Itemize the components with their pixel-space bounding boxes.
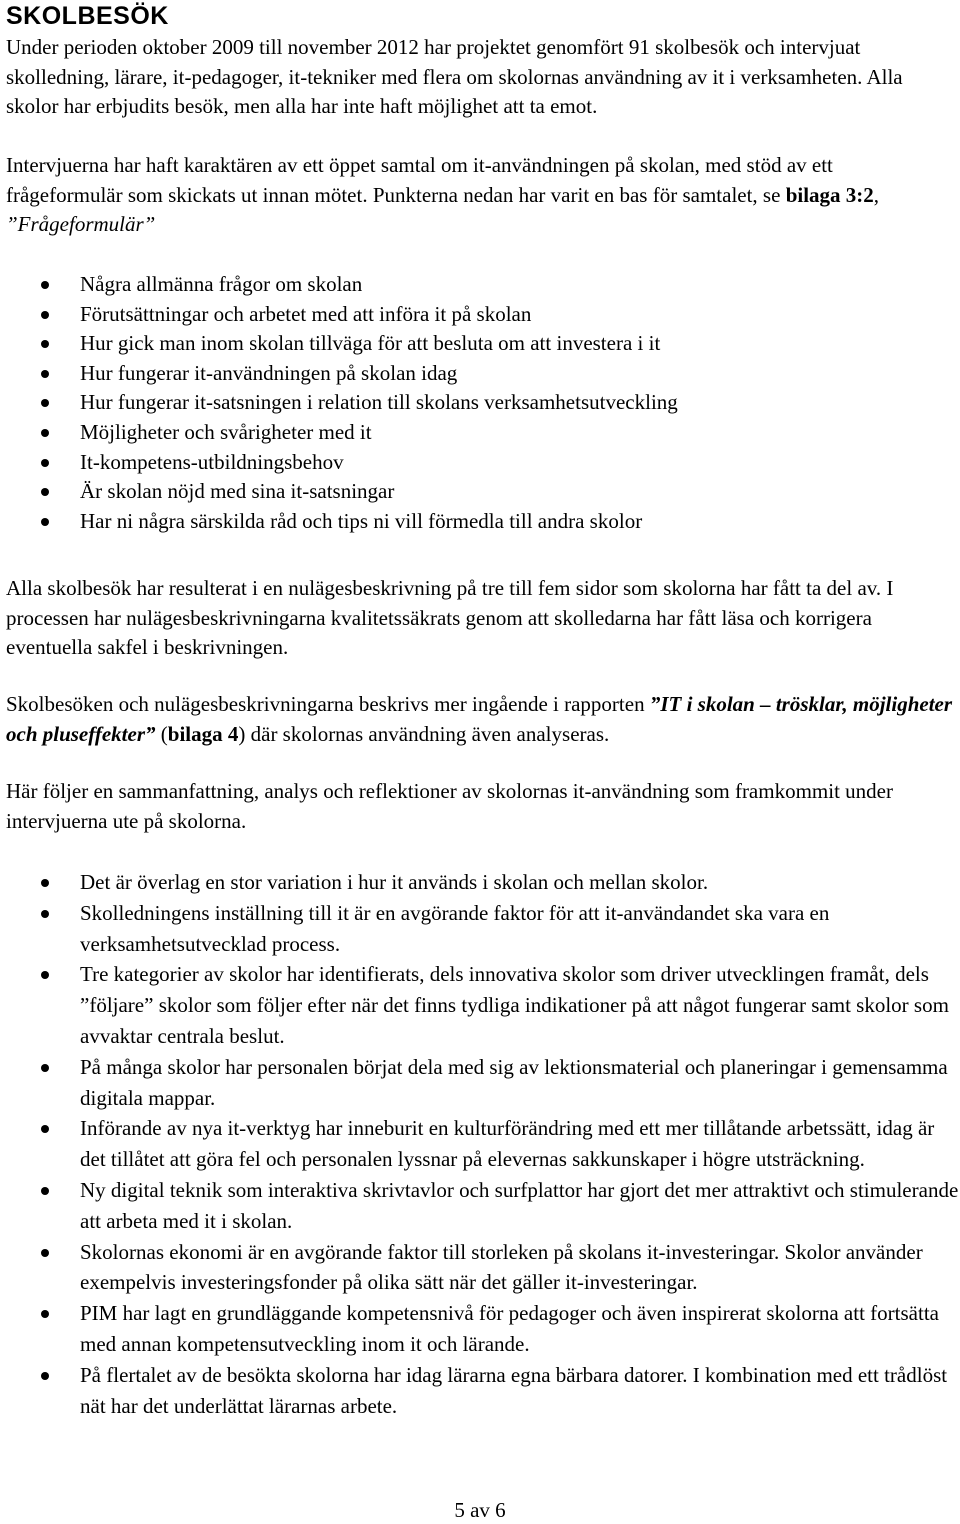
list-item xyxy=(0,300,960,330)
list-item xyxy=(0,477,960,507)
paren-open: ( xyxy=(155,721,168,746)
list-item-text: Hur gick man inom skolan tillväga för att besluta om att investera i it xyxy=(80,331,661,356)
report-text: Skolbesöken och nulägesbeskrivningarna beskrivs mer ingående i rapporten xyxy=(6,692,650,716)
results-paragraph xyxy=(6,574,954,663)
interviews-text: Intervjuerna har haft karaktären av ett öppet samtal om it-användningen på skolan, med stöd av ett frågeformulär som skickats ut innan mötet. Punkterna nedan har varit en bas för samtalet, se xyxy=(6,153,833,207)
intro-text: Under perioden oktober 2009 till november 2012 har projektet genomfört 91 skolbesök och intervjuat skolledning, lärare, it-pedagoger, it-tekniker med flera om skolornas användning av it i verksamheten. Alla skolor har erbjudits besök, men alla har inte haft möjlighet att ta emot. xyxy=(6,35,903,118)
bullet-icon xyxy=(41,340,49,348)
list-item-text: Förutsättningar och arbetet med att införa it på skolan xyxy=(80,301,532,326)
bullet-icon xyxy=(41,488,49,496)
list-item xyxy=(0,1360,960,1422)
intro-paragraph xyxy=(6,33,954,122)
report-title: ”IT i skolan – trösklar, möjligheter och pluseffekter” xyxy=(6,692,953,746)
list-item-text: Skolornas ekonomi är en avgörande faktor till storleken på skolans it-investeringar. Skolor använder exempelvis investeringsfonder på olika sätt när det gäller it-investeringar. xyxy=(80,1239,923,1295)
bullet-icon xyxy=(41,459,49,467)
list-item xyxy=(0,359,960,389)
report-paragraph xyxy=(6,690,954,749)
list-item-text: Införande av nya it-verktyg har inneburit en kulturförändring med ett mer tillåtande arbetssätt, idag är det tillåtet att göra fel och personalen lyssnar på elevernas sakkunskaper i högre utsträckning. xyxy=(80,1116,935,1172)
list-item-text: Hur fungerar it-användningen på skolan idag xyxy=(80,360,458,385)
section-heading: SKOLBESÖK xyxy=(6,2,169,30)
findings-list xyxy=(0,867,960,1421)
bullet-icon xyxy=(41,1064,49,1072)
list-item xyxy=(0,1298,960,1360)
bullet-icon xyxy=(41,518,49,526)
list-item-text: PIM har lagt en grundläggande kompetensnivå för pedagoger och även inspirerat skolorna att fortsätta med annan kompetensutveckling inom it och lärande. xyxy=(80,1301,939,1356)
list-item-text: Har ni några särskilda råd och tips ni vill förmedla till andra skolor xyxy=(80,508,643,533)
list-item-text: Är skolan nöjd med sina it-satsningar xyxy=(80,479,395,504)
bullet-icon xyxy=(41,399,49,407)
list-item-text: Några allmänna frågor om skolan xyxy=(80,272,363,296)
list-item-text: Möjligheter och svårigheter med it xyxy=(80,419,372,444)
list-item xyxy=(0,418,960,448)
list-item-text: På många skolor har personalen börjat dela med sig av lektionsmaterial och planeringar i gemensamma digitala mappar. xyxy=(80,1054,948,1110)
list-item xyxy=(0,1113,960,1175)
report-text-end: ) där skolornas användning även analyseras. xyxy=(238,721,610,746)
list-item xyxy=(0,1237,960,1299)
list-item xyxy=(0,270,960,300)
list-item xyxy=(0,388,960,418)
list-item xyxy=(0,898,960,960)
bullet-icon xyxy=(41,1187,49,1195)
bilaga-4-reference: bilaga 4 xyxy=(167,721,239,746)
list-item xyxy=(0,507,960,537)
bullet-icon xyxy=(41,1372,49,1380)
list-item xyxy=(0,959,960,1051)
bullet-icon xyxy=(41,370,49,378)
interview-topics-list xyxy=(0,270,960,536)
list-item xyxy=(0,1175,960,1237)
list-item-text: It-kompetens-utbildningsbehov xyxy=(80,449,344,474)
page-number: 5 av 6 xyxy=(454,1498,506,1522)
bullet-icon xyxy=(41,1249,49,1257)
bullet-icon xyxy=(41,910,49,918)
list-item xyxy=(0,448,960,478)
list-item xyxy=(0,867,960,898)
summary-intro-text: Här följer en sammanfattning, analys och reflektioner av skolornas it-användning som framkommit under intervjuerna ute på skolorna. xyxy=(6,779,893,833)
bullet-icon xyxy=(41,281,49,289)
interviews-paragraph xyxy=(6,151,954,240)
bullet-icon xyxy=(41,429,49,437)
bullet-icon xyxy=(41,879,49,887)
list-item-text: På flertalet av de besökta skolorna har idag lärarna egna bärbara datorer. I kombination med ett trådlöst nät har det underlättat lärarnas arbete. xyxy=(80,1362,948,1418)
results-text: Alla skolbesök har resulterat i en nulägesbeskrivning på tre till fem sidor som skolorna har fått ta del av. I processen har nulägesbeskrivningarna kvalitetssäkrats genom att skolledarna har fått läsa och korrigera eventuella sakfel i beskrivningen. xyxy=(6,576,894,659)
list-item-text: Ny digital teknik som interaktiva skrivtavlor och surfplattor har gjort det mer attraktivt och stimulerande att arbeta med it i skolan. xyxy=(80,1177,959,1233)
summary-intro-paragraph xyxy=(6,777,954,836)
bullet-icon xyxy=(41,1125,49,1133)
list-item-text: Skolledningens inställning till it är en avgörande faktor för att it-användandet ska vara en verksamhetsutvecklad process. xyxy=(80,900,830,956)
questionnaire-title: ”Frågeformulär” xyxy=(6,212,156,236)
list-item xyxy=(0,1052,960,1114)
list-item-text: Tre kategorier av skolor har identifierats, dels innovativa skolor som driver utvecklingen framåt, dels ”följare” skolor som följer efter när det finns tydliga indikationer på att något fungerar samt skolor som avvaktar centrala beslut. xyxy=(80,962,949,1048)
list-item-text: Hur fungerar it-satsningen i relation till skolans verksamhetsutveckling xyxy=(80,390,678,415)
separator: , xyxy=(873,182,880,207)
bullet-icon xyxy=(41,311,49,319)
bilaga-3-2-reference: bilaga 3:2 xyxy=(785,182,874,207)
bullet-icon xyxy=(41,1310,49,1318)
bullet-icon xyxy=(41,971,49,979)
list-item xyxy=(0,329,960,359)
list-item-text: Det är överlag en stor variation i hur it används i skolan och mellan skolor. xyxy=(80,870,709,894)
